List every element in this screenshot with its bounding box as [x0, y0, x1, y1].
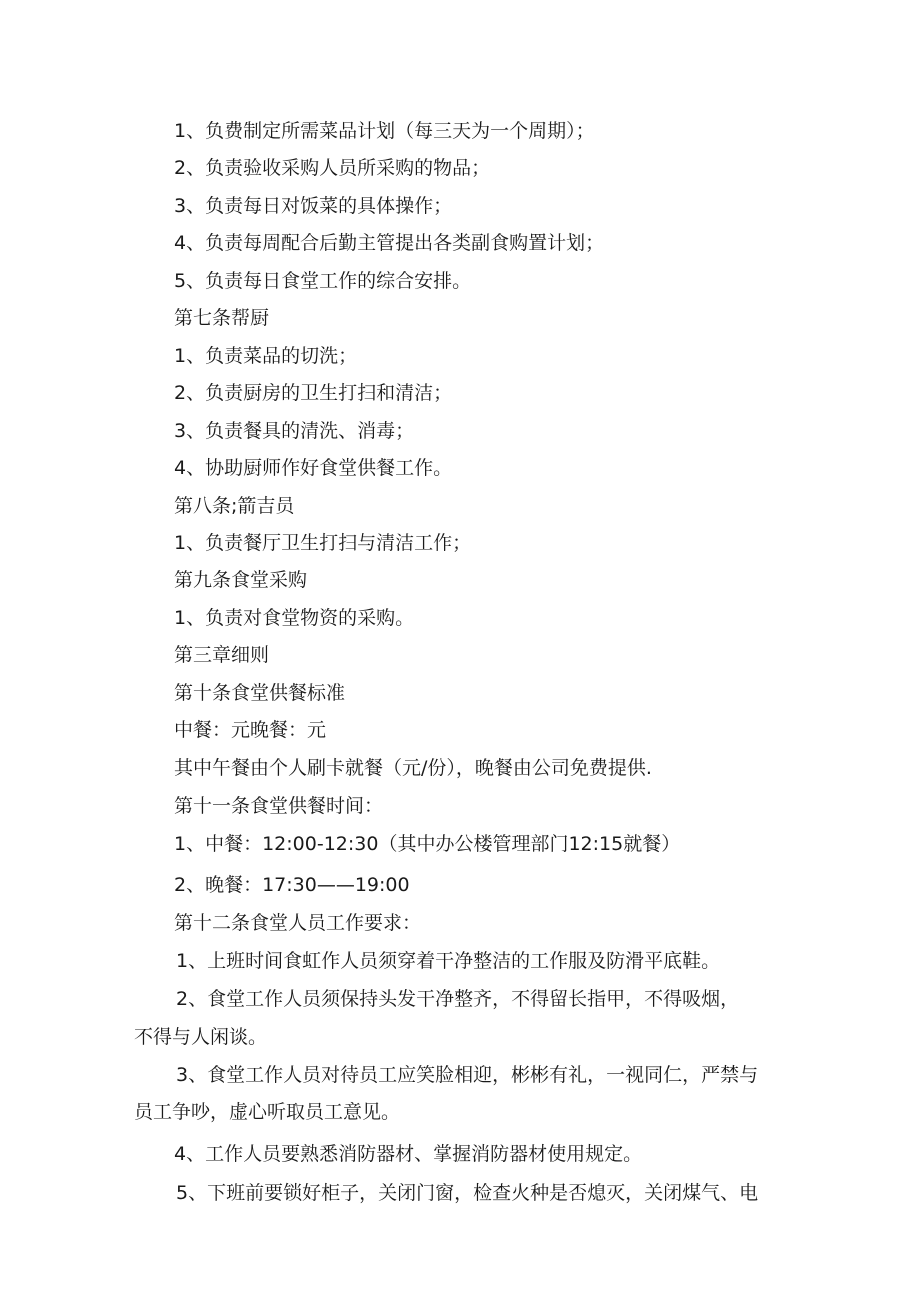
purchase-duty-line-1: 1、负责对食堂物资的采购。: [174, 607, 415, 629]
requirement-line-5: 5、下班前要锁好柜子，关闭门窗，检查火种是否熄灭，关闭煤气、电: [176, 1182, 759, 1204]
helper-duty-line-3: 3、负责餐具的清洗、消毒；: [174, 420, 415, 442]
cleaner-duty-line-1: 1、负责餐厅卫生打扫与清洁工作；: [174, 532, 472, 554]
requirement-line-2: 2、食堂工作人员须保持头发干净整齐，不得留长指甲，不得吸烟，: [176, 988, 740, 1010]
duty-line-3: 3、负责每日对饭菜的具体操作；: [174, 195, 453, 217]
section-heading-article-10: 第十条食堂供餐标准: [174, 682, 346, 704]
duty-line-1: 1、负费制定所需菜品计划（每三天为一个周期）；: [174, 120, 595, 142]
meal-standard-line: 中餐：元晚餐：元: [174, 719, 327, 741]
section-heading-article-11: 第十一条食堂供餐时间：: [174, 795, 384, 817]
helper-duty-line-4: 4、协助厨师作好食堂供餐工作。: [174, 457, 453, 479]
section-heading-article-7: 第七条帮厨: [174, 307, 270, 329]
dinner-time-line: 2、晚餐：17:30——19:00: [174, 874, 410, 896]
duty-line-4: 4、负责每周配合后勤主管提出各类副食购置计划；: [174, 232, 605, 254]
requirement-line-2-continued: 不得与人闲谈。: [134, 1026, 268, 1048]
helper-duty-line-1: 1、负责菜品的切洗；: [174, 345, 358, 367]
helper-duty-line-2: 2、负责厨房的卫生打扫和清洁；: [174, 382, 453, 404]
duty-line-2: 2、负责验收采购人员所采购的物品；: [174, 157, 491, 179]
requirement-line-3: 3、食堂工作人员对待员工应笑脸相迎，彬彬有礼，一视同仁，严禁与: [176, 1064, 759, 1086]
requirement-line-3-continued: 员工争吵，虚心听取员工意见。: [134, 1101, 401, 1123]
section-heading-article-9: 第九条食堂采购: [174, 569, 308, 591]
lunch-time-line: 1、中餐：12:00-12:30（其中办公楼管理部门12:15就餐）: [174, 833, 681, 855]
duty-line-5: 5、负责每日食堂工作的综合安排。: [174, 270, 472, 292]
section-heading-article-8: 第八条;箭吉员: [174, 495, 295, 517]
requirement-line-4: 4、工作人员要熟悉消防器材、掌握消防器材使用规定。: [174, 1143, 643, 1165]
section-heading-article-12: 第十二条食堂人员工作要求：: [174, 912, 422, 934]
chapter-heading-3: 第三章细则: [174, 644, 270, 666]
requirement-line-1: 1、上班时间食虹作人员须穿着干净整洁的工作服及防滑平底鞋。: [176, 950, 721, 972]
meal-payment-line: 其中午餐由个人刷卡就餐（元/份），晚餐由公司免费提供.: [174, 757, 652, 779]
